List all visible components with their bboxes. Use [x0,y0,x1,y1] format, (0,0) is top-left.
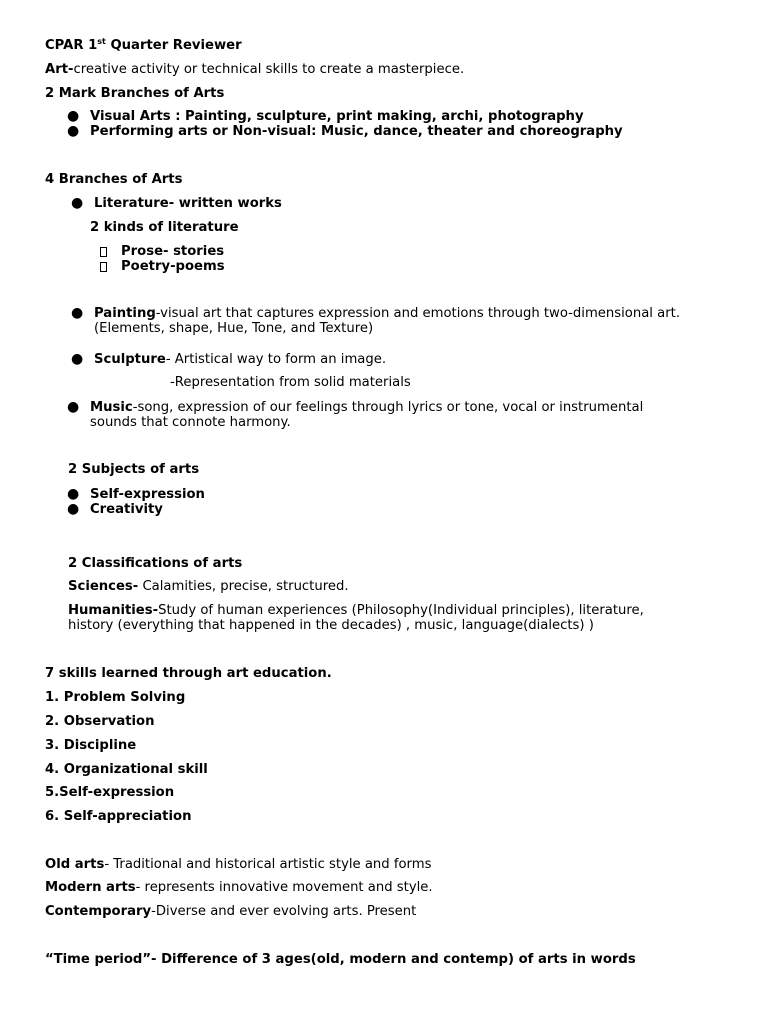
literature-item: Literature- written works [94,196,282,211]
skill-item: 4. Organizational skill [45,762,208,777]
literature-kind: Prose- stories [121,244,225,259]
square-bullet-icon [100,262,107,272]
painting-elements: (Elements, shape, Hue, Tone, and Texture) [94,321,374,336]
square-bullet-icon [100,247,107,257]
bullet-icon: ● [67,123,80,139]
old-arts-item: Old arts- Traditional and historical artistic style and forms [45,857,432,872]
bullet-icon: ● [71,195,84,211]
skill-item: 2. Observation [45,714,155,729]
sculpture-item: Sculpture- Artistical way to form an image. [94,352,387,367]
skill-item: 1. Problem Solving [45,690,186,705]
sculpture-note: -Representation from solid materials [170,375,411,390]
literature-kind: Poetry-poems [121,259,225,274]
skill-item: 6. Self-appreciation [45,809,192,824]
contemporary-item: Contemporary-Diverse and ever evolving arts. Present [45,904,417,919]
time-period-note: “Time period”- Difference of 3 ages(old, modern and contemp) of arts in words [45,952,636,967]
bullet-icon: ● [67,108,80,124]
kinds-of-literature-heading: 2 kinds of literature [90,220,239,235]
music-item-continued: sounds that connote harmony. [90,415,291,430]
bullet-icon: ● [67,486,80,502]
mark-branches-heading: 2 Mark Branches of Arts [45,86,225,101]
bullet-icon: ● [67,399,80,415]
music-item: Music-song, expression of our feelings through lyrics or tone, vocal or instrumental [90,400,644,415]
humanities-item: Humanities-Study of human experiences (Philosophy(Individual principles), literature, [68,603,644,618]
bullet-icon: ● [71,305,84,321]
humanities-item-continued: history (everything that happened in the decades) , music, language(dialects) ) [68,618,594,633]
mark-branch-item: Performing arts or Non-visual: Music, dance, theater and choreography [90,124,623,139]
bullet-icon: ● [71,351,84,367]
subject-item: Self-expression [90,487,205,502]
bullet-icon: ● [67,501,80,517]
sciences-item: Sciences- Calamities, precise, structured. [68,579,349,594]
skills-heading: 7 skills learned through art education. [45,666,332,681]
skill-item: 3. Discipline [45,738,137,753]
four-branches-heading: 4 Branches of Arts [45,172,183,187]
page-title: CPAR 1st Quarter Reviewer [45,37,242,53]
painting-item: Painting-visual art that captures expression and emotions through two-dimensional art. [94,306,681,321]
skill-item: 5.Self-expression [45,785,175,800]
modern-arts-item: Modern arts- represents innovative movement and style. [45,880,433,895]
art-definition: Art-creative activity or technical skills to create a masterpiece. [45,62,465,77]
classifications-heading: 2 Classifications of arts [68,556,243,571]
subjects-heading: 2 Subjects of arts [68,462,200,477]
subject-item: Creativity [90,502,163,517]
mark-branch-item: Visual Arts : Painting, sculpture, print making, archi, photography [90,109,584,124]
